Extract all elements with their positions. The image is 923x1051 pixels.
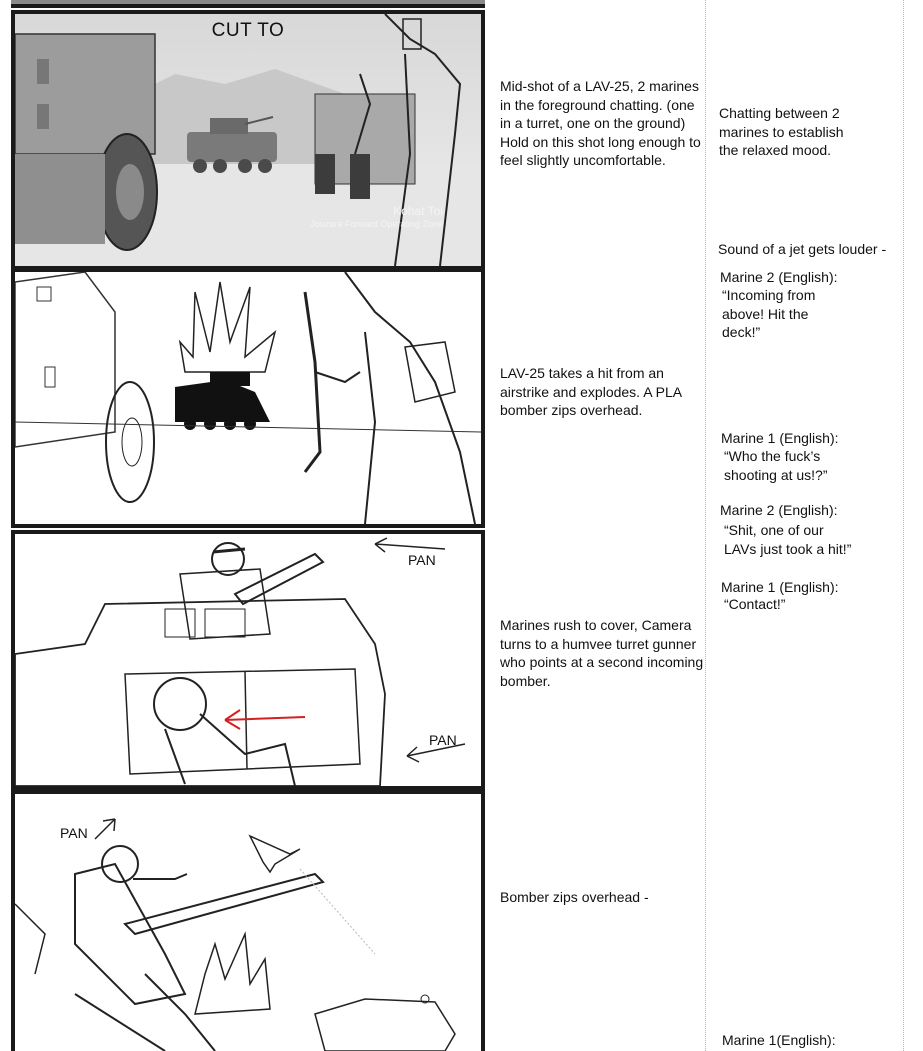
dialogue-speaker: Marine 1(English): bbox=[722, 1032, 836, 1048]
storyboard-frame-2 bbox=[11, 268, 485, 528]
pan-label-top: PAN bbox=[408, 552, 436, 568]
audio-note-jet-sound: Sound of a jet gets louder - bbox=[718, 241, 887, 257]
column-divider bbox=[705, 0, 706, 1051]
pan-label-bottom: PAN bbox=[429, 732, 457, 748]
dialogue-line: “Incoming from above! Hit the deck!” bbox=[722, 287, 816, 340]
location-subtitle: Jouzara Forward Operating Zone bbox=[310, 219, 443, 229]
action-description-column bbox=[500, 0, 705, 1051]
audio-dialogue-column bbox=[713, 0, 908, 1051]
storyboard-frame-4 bbox=[11, 790, 485, 1051]
dialogue-line: “Contact!” bbox=[724, 596, 786, 612]
location-title: Kohat Toi bbox=[393, 204, 443, 218]
description-frame-4: Bomber zips overhead - bbox=[500, 889, 649, 905]
dialogue-speaker: Marine 1 (English): bbox=[721, 579, 839, 595]
cut-to-label: CUT TO bbox=[211, 20, 285, 41]
storyboard-frame-1 bbox=[11, 10, 485, 270]
description-frame-2: LAV-25 takes a hit from an airstrike and explodes. A PLA bomber zips overhead. bbox=[500, 365, 682, 418]
description-frame-1: Mid-shot of a LAV-25, 2 marines in the foreground chatting. (one in a turret, one on the ground) Hold on this shot long enough to feel slightly uncomfortable. bbox=[500, 78, 701, 168]
dialogue-speaker: Marine 2 (English): bbox=[720, 502, 838, 518]
frame-2-sketch bbox=[15, 272, 481, 524]
dialogue-speaker: Marine 2 (English): bbox=[720, 269, 838, 285]
dialogue-line: “Shit, one of our LAVs just took a hit!” bbox=[724, 522, 852, 557]
dialogue-line: “Who the fuck’s shooting at us!?” bbox=[724, 448, 828, 483]
previous-frame-edge bbox=[11, 0, 485, 8]
dialogue-speaker: Marine 1 (English): bbox=[721, 430, 839, 446]
frame-3-sketch bbox=[15, 534, 481, 786]
storyboard-frame-3 bbox=[11, 530, 485, 790]
audio-note-relaxed-mood: Chatting between 2 marines to establish the relaxed mood. bbox=[719, 105, 844, 158]
description-frame-3: Marines rush to cover, Camera turns to a humvee turret gunner who points at a second incoming bomber. bbox=[500, 617, 704, 689]
pan-label: PAN bbox=[60, 825, 88, 841]
